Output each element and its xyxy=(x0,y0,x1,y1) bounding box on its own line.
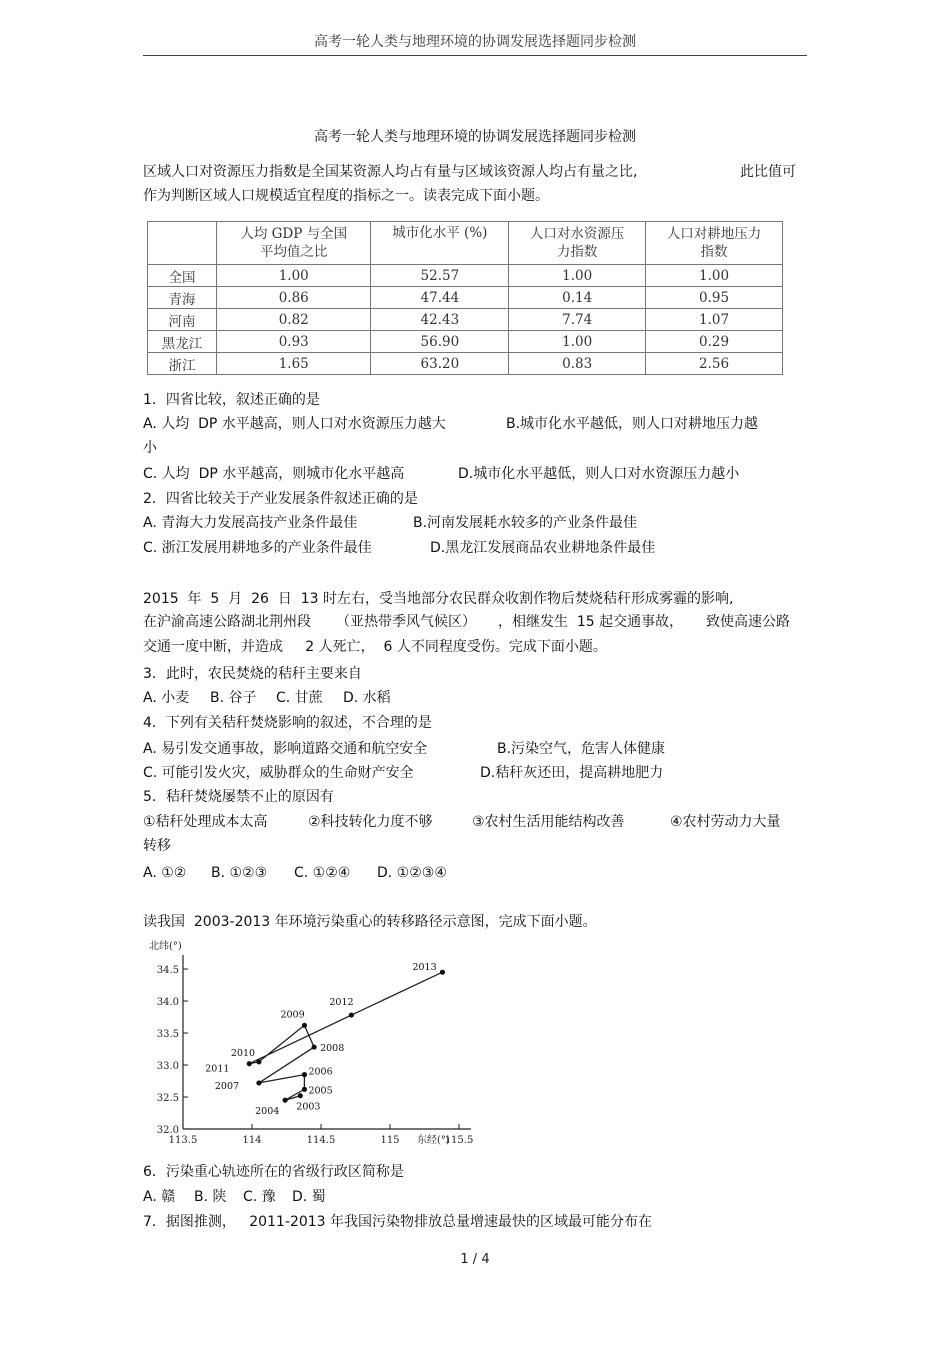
q3-stem: 3．此时，农民焚烧的秸秆主要来自 xyxy=(143,666,362,682)
q6-option-a: A. 赣 xyxy=(143,1189,176,1205)
data-point-label: 2008 xyxy=(320,1043,345,1055)
table-row xyxy=(148,331,783,353)
pollution-center-path xyxy=(249,972,442,1100)
table-cell-name: 青海 xyxy=(148,287,217,309)
q5-statement-3: ③农村生活用能结构改善 xyxy=(472,814,625,830)
table-cell-name: 黑龙江 xyxy=(148,331,217,353)
y-tick-label: 33.5 xyxy=(156,1029,179,1040)
table-row xyxy=(148,353,783,375)
data-point-label: 2006 xyxy=(308,1066,333,1078)
table-cell: 0.93 xyxy=(217,331,371,353)
intro-2-line-3: 交通一度中断，并造成 2 人死亡， 6 人不同程度受伤。完成下面小题。 xyxy=(143,639,607,655)
header-text-a: 人口对水资源压 xyxy=(529,226,625,242)
table-cell: 1.00 xyxy=(509,265,646,287)
data-point-label: 2010 xyxy=(230,1047,256,1059)
q6-option-b: B. 陕 xyxy=(194,1189,227,1205)
header-text-b: 指数 xyxy=(700,244,728,260)
table-cell: 1.00 xyxy=(217,265,371,287)
intro-2-line-1: 2015 年 5 月 26 日 13 时左右，受当地部分农民群众收割作物后焚烧秸秆形成雾霾的影响, xyxy=(143,591,734,607)
q2-option-d: D.黑龙江发展商品农业耕地条件最佳 xyxy=(430,540,656,556)
intro-2-line-2a: 在沪渝高速公路湖北荆州段 xyxy=(143,614,311,630)
data-point xyxy=(247,1061,252,1066)
intro-2-line-2d: 致使高速公路 xyxy=(706,614,790,630)
table-cell: 52.57 xyxy=(371,265,509,287)
q7-stem: 7．据图推测， 2011-2013 年我国污染物排放总量增速最快的区域最可能分布在 xyxy=(143,1214,653,1230)
y-tick-label: 32.0 xyxy=(156,1125,179,1136)
table-cell: 47.44 xyxy=(371,287,509,309)
table-header-row xyxy=(148,222,783,265)
data-point xyxy=(283,1098,288,1103)
q4-stem: 4．下列有关秸秆焚烧影响的叙述，不合理的是 xyxy=(143,715,432,731)
data-point xyxy=(302,1072,307,1077)
x-tick-label: 114 xyxy=(242,1135,262,1146)
data-point-label: 2003 xyxy=(296,1101,321,1113)
q3-option-c: C. 甘蔗 xyxy=(276,690,323,706)
table-cell-name: 浙江 xyxy=(148,353,217,375)
table-cell: 0.82 xyxy=(217,309,371,331)
y-tick-label: 34.0 xyxy=(156,997,179,1008)
q2-option-a: A. 青海大力发展高技产业条件最佳 xyxy=(143,515,358,531)
table-cell: 1.00 xyxy=(646,265,783,287)
intro-3-line-1: 读我国 2003-2013 年环境污染重心的转移路径示意图，完成下面小题。 xyxy=(143,914,597,930)
header-text-a: 人均 GDP 与全国 xyxy=(240,226,348,242)
y-axis-label: 北纬(°) xyxy=(149,941,182,952)
table-cell: 1.65 xyxy=(217,353,371,375)
intro-1-line-2: 作为判断区域人口规模适宜程度的指标之一。读表完成下面小题。 xyxy=(143,188,549,204)
q5-statement-4-wrap: 转移 xyxy=(143,838,171,854)
data-point xyxy=(302,1087,307,1092)
data-point xyxy=(349,1012,354,1017)
table-header-cell xyxy=(371,222,509,265)
intro-2-line-2c: ，相继发生 15 起交通事故， xyxy=(498,614,684,630)
table-cell: 0.14 xyxy=(509,287,646,309)
table-cell: 0.86 xyxy=(217,287,371,309)
page-number: 1 / 4 xyxy=(460,1252,490,1267)
data-table xyxy=(147,221,783,375)
q3-option-d: D. 水稻 xyxy=(343,690,391,706)
data-point xyxy=(312,1044,317,1049)
table-cell: 56.90 xyxy=(371,331,509,353)
q6-option-d: D. 蜀 xyxy=(292,1189,326,1205)
data-point-label: 2013 xyxy=(412,962,437,974)
table-cell: 7.74 xyxy=(509,309,646,331)
q1-option-a: A. 人均 DP 水平越高，则人口对水资源压力越大 xyxy=(143,416,446,432)
q1-option-d: D.城市化水平越低，则人口对水资源压力越小 xyxy=(458,466,740,482)
x-tick-label: 115.5 xyxy=(444,1135,474,1146)
data-point-label: 2012 xyxy=(329,997,354,1009)
q5-stem: 5．秸秆焚烧屡禁不止的原因有 xyxy=(143,789,334,805)
table-header-cell xyxy=(646,222,783,265)
table-header-cell xyxy=(148,222,217,265)
q4-option-c: C. 可能引发火灾，威胁群众的生命财产安全 xyxy=(143,765,414,781)
q5-option-b: B. ①②③ xyxy=(211,865,268,881)
table-cell-name: 河南 xyxy=(148,309,217,331)
table-cell: 0.95 xyxy=(646,287,783,309)
data-point-label: 2009 xyxy=(280,1009,305,1021)
table-cell: 0.29 xyxy=(646,331,783,353)
x-tick-label: 114.5 xyxy=(306,1135,336,1146)
q4-option-b: B.污染空气，危害人体健康 xyxy=(497,741,666,757)
header-text-a: 人口对耕地压力 xyxy=(666,226,762,242)
q6-option-c: C. 豫 xyxy=(243,1189,276,1205)
table-header-cell xyxy=(509,222,646,265)
q2-option-c: C. 浙江发展用耕地多的产业条件最佳 xyxy=(143,540,372,556)
q1-option-b: B.城市化水平越低，则人口对耕地压力越 xyxy=(506,416,759,432)
table-cell-name: 全国 xyxy=(148,265,217,287)
header-text-a: 城市化水平 (%) xyxy=(392,225,488,241)
table-header-cell xyxy=(217,222,371,265)
q5-statement-4: ④农村劳动力大量 xyxy=(670,814,781,830)
table-cell: 1.00 xyxy=(509,331,646,353)
x-tick-label: 115 xyxy=(380,1135,400,1146)
data-point xyxy=(256,1080,261,1085)
intro-1-line-1b: 此比值可 xyxy=(740,164,796,180)
q5-option-a: A. ①② xyxy=(143,865,187,881)
q1-option-c: C. 人均 DP 水平越高，则城市化水平越高 xyxy=(143,466,405,482)
table-row xyxy=(148,265,783,287)
q1-stem: 1．四省比较，叙述正确的是 xyxy=(143,392,320,408)
chart-svg xyxy=(143,933,485,1155)
table-row xyxy=(148,309,783,331)
data-point xyxy=(298,1093,303,1098)
q2-option-b: B.河南发展耗水较多的产业条件最佳 xyxy=(413,515,638,531)
q6-stem: 6．污染重心轨迹所在的省级行政区简称是 xyxy=(143,1164,404,1180)
pollution-path-chart xyxy=(143,933,485,1155)
q2-stem: 2．四省比较关于产业发展条件叙述正确的是 xyxy=(143,491,418,507)
table-cell: 42.43 xyxy=(371,309,509,331)
document-title: 高考一轮人类与地理环境的协调发展选择题同步检测 xyxy=(314,129,636,145)
q5-option-d: D. ①②③④ xyxy=(377,865,447,881)
data-point xyxy=(440,970,445,975)
table-row xyxy=(148,287,783,309)
data-point-label: 2007 xyxy=(214,1080,240,1092)
q5-statement-2: ②科技转化力度不够 xyxy=(308,814,433,830)
table-cell: 63.20 xyxy=(371,353,509,375)
table-cell: 2.56 xyxy=(646,353,783,375)
y-tick-label: 33.0 xyxy=(156,1061,179,1072)
q3-option-a: A. 小麦 xyxy=(143,690,190,706)
y-tick-label: 34.5 xyxy=(156,965,179,976)
y-tick-label: 32.5 xyxy=(156,1093,179,1104)
q4-option-d: D.秸秆灰还田，提高耕地肥力 xyxy=(480,765,664,781)
data-point xyxy=(302,1023,307,1028)
q3-option-b: B. 谷子 xyxy=(210,690,257,706)
header-text-b: 平均值之比 xyxy=(259,244,328,260)
q1-option-b-wrap: 小 xyxy=(143,440,157,456)
header-rule xyxy=(143,55,807,56)
running-header: 高考一轮人类与地理环境的协调发展选择题同步检测 xyxy=(314,34,636,50)
intro-2-line-2b: （亚热带季风气候区） xyxy=(336,614,476,630)
q5-statement-1: ①秸秆处理成本太高 xyxy=(143,814,268,830)
data-point-label: 2005 xyxy=(308,1085,333,1097)
x-tick-label: 113.5 xyxy=(168,1135,198,1146)
data-point-label: 2004 xyxy=(255,1106,280,1118)
q5-option-c: C. ①②④ xyxy=(294,865,351,881)
data-point-label: 2011 xyxy=(205,1063,230,1075)
data-point xyxy=(256,1059,261,1064)
q4-option-a: A. 易引发交通事故，影响道路交通和航空安全 xyxy=(143,741,428,757)
x-axis-label: 东经(°) xyxy=(417,1135,450,1146)
header-text-b: 力指数 xyxy=(556,244,598,260)
table-cell: 1.07 xyxy=(646,309,783,331)
table-cell: 0.83 xyxy=(509,353,646,375)
intro-1-line-1a: 区域人口对资源压力指数是全国某资源人均占有量与区域该资源人均占有量之比, xyxy=(143,164,638,180)
